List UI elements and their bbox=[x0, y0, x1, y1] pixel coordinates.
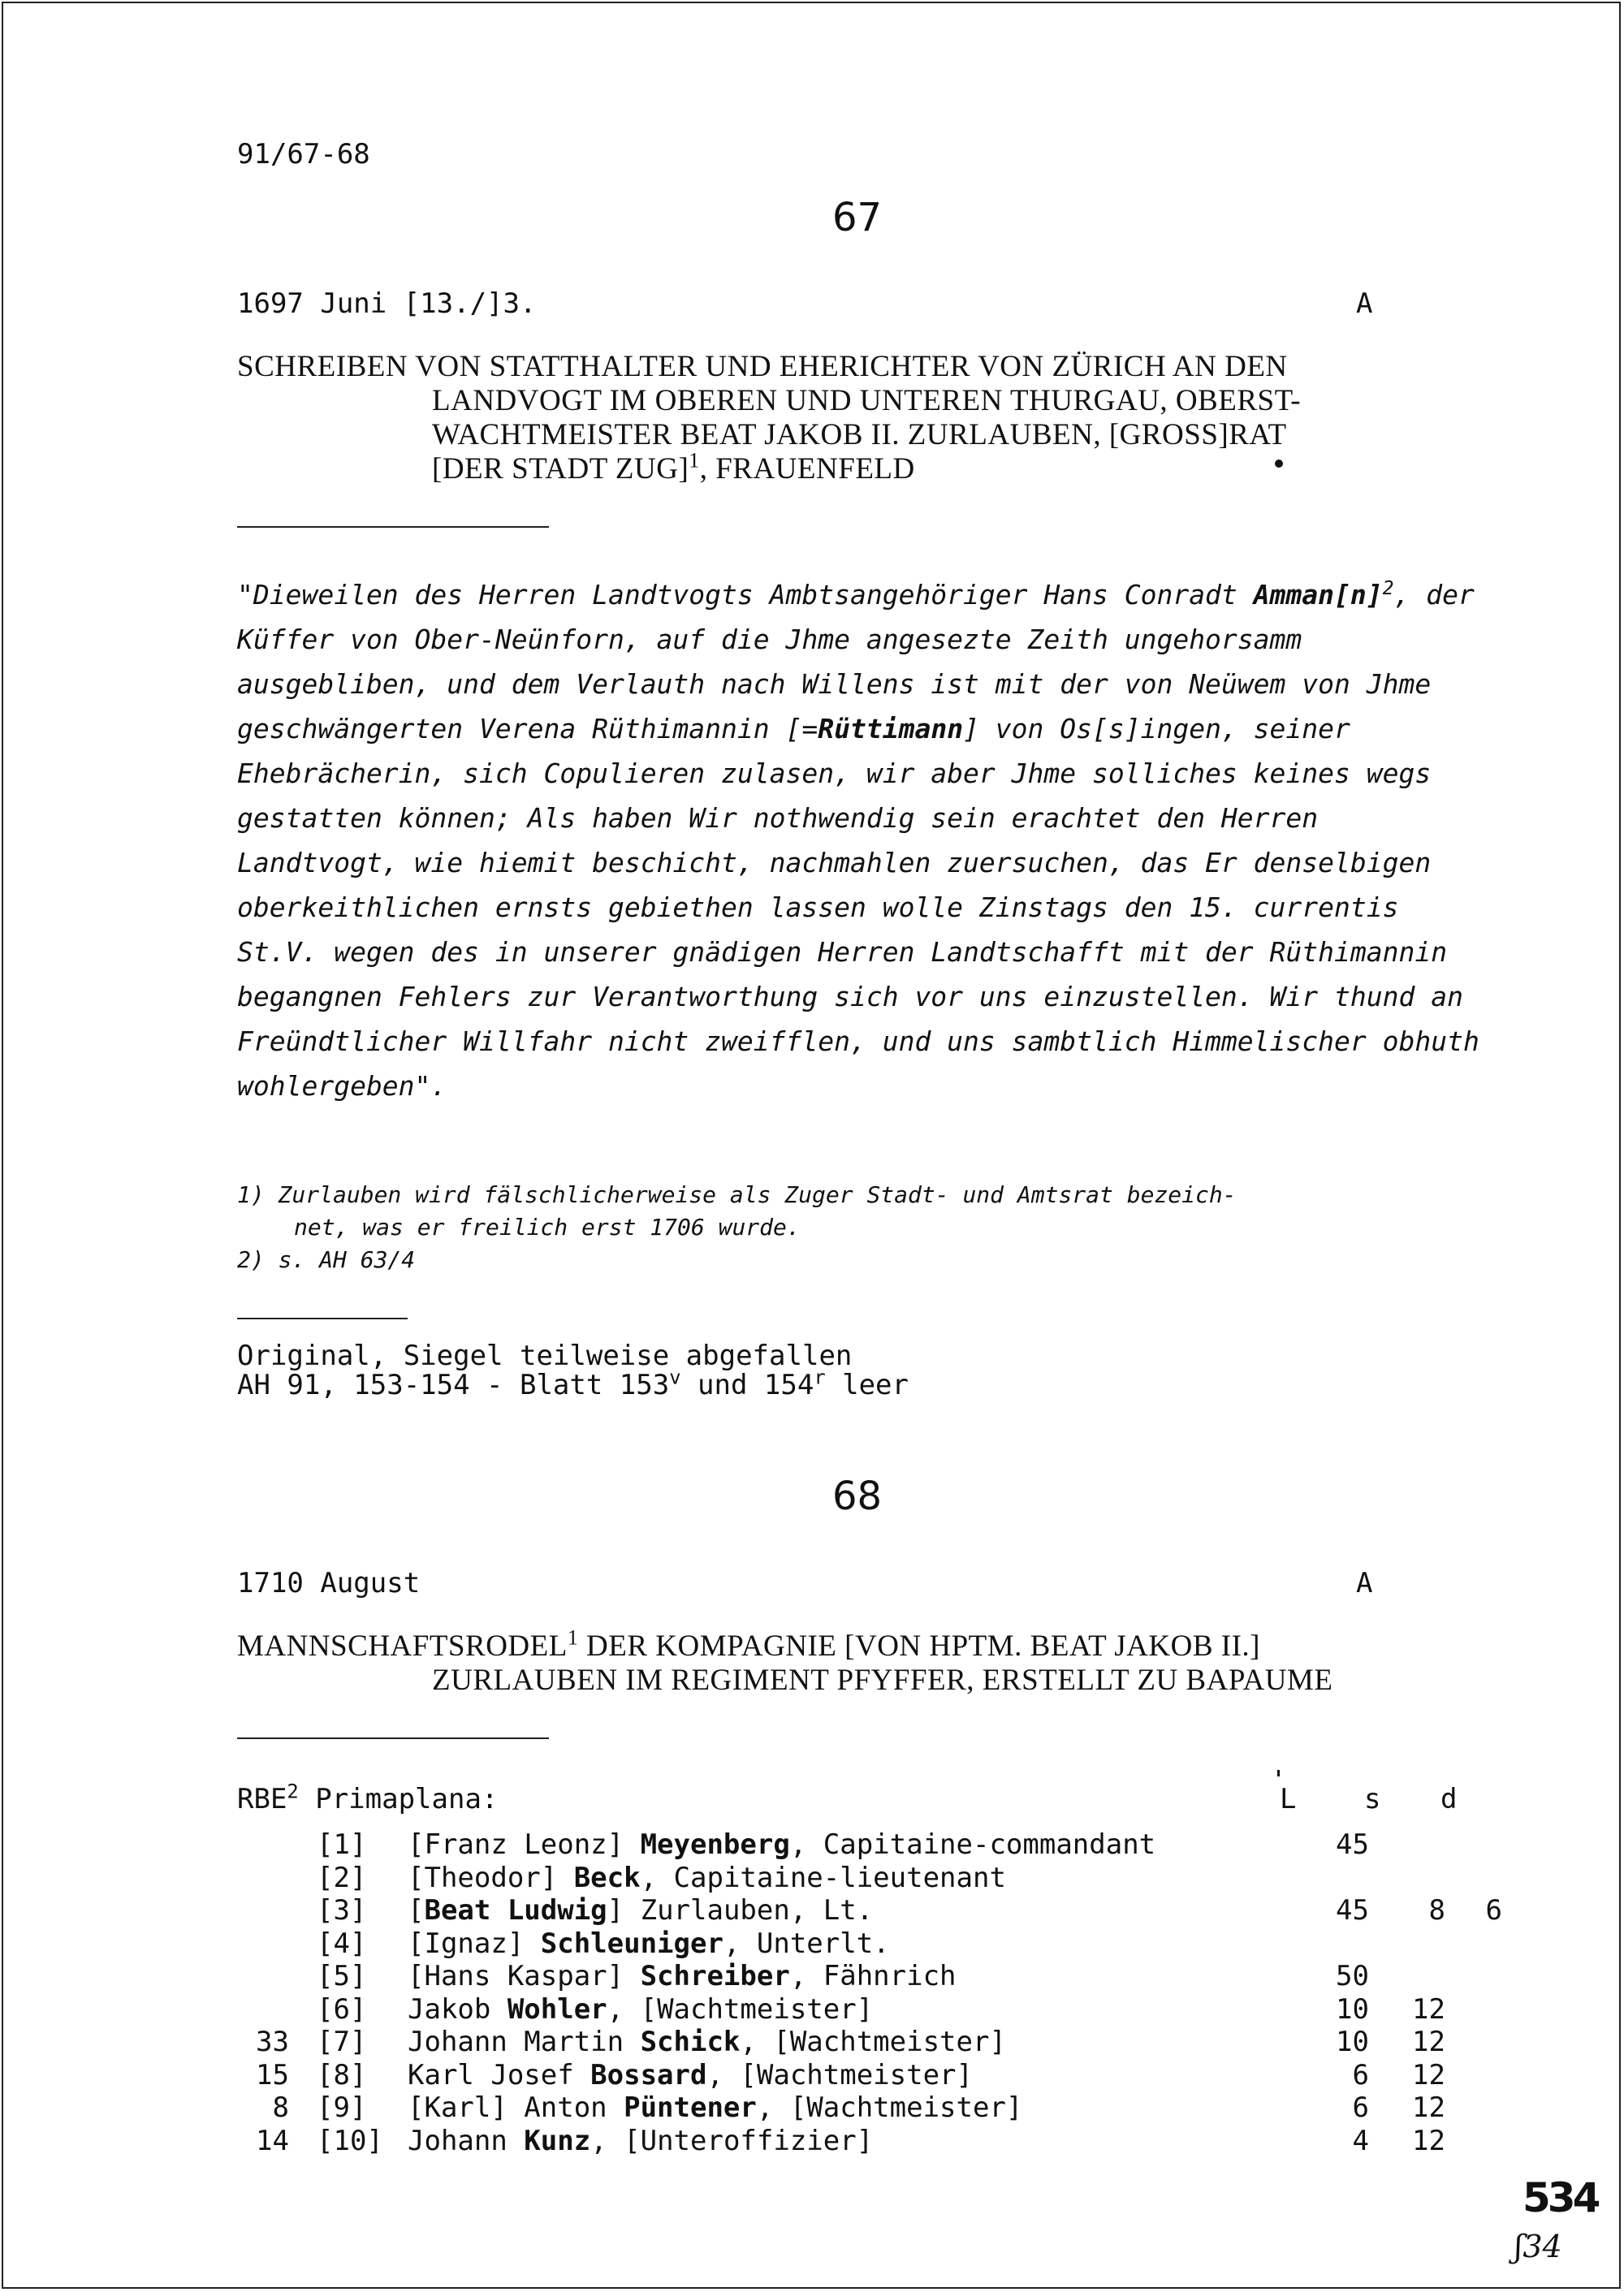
roster-row bbox=[235, 1927, 1502, 1960]
roster-value-L: 6 bbox=[1352, 2091, 1369, 2124]
roster-name-post: , [Wachtmeister] bbox=[756, 2091, 1023, 2124]
footnote-1-line-1: 1) Zurlauben wird fälschlicherweise als Zuger Stadt- und Amtsrat bezeich- bbox=[237, 1181, 1237, 1208]
roster-name bbox=[408, 2125, 873, 2157]
roster-name bbox=[408, 2026, 1006, 2058]
doc67-title-line-2: LANDVOGT IM OBEREN UND UNTEREN THURGAU, OBERST- bbox=[432, 384, 1302, 417]
roster-name-pre: [Theodor] bbox=[408, 1862, 574, 1894]
roster-name bbox=[408, 1862, 1006, 1894]
roster-name-post: , [Wachtmeister] bbox=[607, 1993, 874, 2026]
roster-code: 15 bbox=[256, 2059, 289, 2091]
roster-value-s: 8 bbox=[1428, 1894, 1445, 1927]
divider bbox=[237, 526, 549, 528]
doc-number-67: 67 bbox=[832, 195, 883, 240]
roster-value-s: 12 bbox=[1412, 2091, 1445, 2124]
roster-name-post: ] Zurlauben, Lt. bbox=[607, 1894, 874, 1927]
roster-name-bold: Meyenberg bbox=[640, 1828, 790, 1861]
roster-value-d: 6 bbox=[1485, 1894, 1502, 1927]
roster-name-post: , [Wachtmeister] bbox=[740, 2026, 1006, 2058]
roster-name-bold: Schick bbox=[640, 2026, 741, 2058]
roster-code: 8 bbox=[272, 2091, 289, 2124]
roster-value-L: 6 bbox=[1352, 2059, 1369, 2091]
roster-index: [1] bbox=[317, 1828, 367, 1861]
doc67-source-line-2: AH 91, 153-154 - Blatt 153$^v$ und 154$^r$ leer bbox=[237, 1366, 909, 1401]
roster-name-bold: Kunz bbox=[524, 2125, 591, 2157]
doc68-title-line-2: ZURLAUBEN IM REGIMENT PFYFFER, ERSTELLT ZU BAPAUME bbox=[432, 1664, 1333, 1697]
doc67-title-line-4: [DER STADT ZUG]$^1$, FRAUENFELD bbox=[432, 448, 915, 486]
roster-index: [4] bbox=[317, 1927, 367, 1960]
roster-name bbox=[408, 1927, 890, 1960]
roster-row bbox=[235, 2125, 1502, 2157]
roster-row bbox=[235, 2059, 1502, 2091]
roster-code: 33 bbox=[256, 2026, 289, 2058]
roster-index: [8] bbox=[317, 2059, 367, 2091]
column-header-L: L bbox=[1280, 1783, 1297, 1815]
ink-dot bbox=[1275, 460, 1283, 468]
roster-name-pre: Karl Josef bbox=[408, 2059, 591, 2091]
roster-name-post: , Capitaine-lieutenant bbox=[640, 1862, 1006, 1894]
roster-row bbox=[235, 1993, 1502, 2026]
roster-index: [7] bbox=[317, 2026, 367, 2058]
divider bbox=[237, 1737, 549, 1739]
doc-number-68: 68 bbox=[832, 1474, 883, 1519]
handwritten-page-number: ʃ34 bbox=[1514, 2229, 1562, 2264]
roster-value-L: 10 bbox=[1336, 1993, 1369, 2026]
roster-row bbox=[235, 1894, 1502, 1927]
roster-name-bold: Beck bbox=[573, 1862, 641, 1894]
doc67-category: A bbox=[1356, 287, 1373, 320]
roster-value-s: 12 bbox=[1412, 2026, 1445, 2058]
column-header-d: d bbox=[1440, 1783, 1458, 1815]
roster-name-bold: Schreiber bbox=[640, 1960, 790, 1992]
roster-value-L: 10 bbox=[1336, 2026, 1369, 2058]
archive-reference: 91/67-68 bbox=[237, 138, 370, 170]
roster-name-pre: [ bbox=[408, 1894, 425, 1927]
roster-row bbox=[235, 1960, 1502, 1992]
roster-name-pre: Johann Martin bbox=[408, 2026, 641, 2058]
column-header-s: s bbox=[1364, 1783, 1381, 1815]
roster-name bbox=[408, 1828, 1155, 1861]
roster-name-bold: Bossard bbox=[590, 2059, 707, 2091]
roster-value-L: 45 bbox=[1336, 1828, 1369, 1861]
divider bbox=[237, 1318, 408, 1319]
roster-name-post: , Fähnrich bbox=[789, 1960, 957, 1992]
roster-name-post: , [Wachtmeister] bbox=[706, 2059, 973, 2091]
page-stamp: 534 bbox=[1522, 2174, 1598, 2221]
roster-header: RBE$^2$ Primaplana: bbox=[237, 1780, 499, 1815]
roster-name-bold: Püntener bbox=[624, 2091, 757, 2124]
doc67-title-line-1: SCHREIBEN VON STATTHALTER UND EHERICHTER VON ZÜRICH AN DEN bbox=[237, 350, 1288, 383]
roster-index: [5] bbox=[317, 1960, 367, 1992]
roster-name-post: , [Unteroffizier] bbox=[590, 2125, 874, 2157]
roster-row bbox=[235, 1828, 1502, 1861]
roster-name-pre: [Ignaz] bbox=[408, 1927, 541, 1960]
doc67-date: 1697 Juni [13./]3. bbox=[237, 287, 537, 320]
doc67-quote: "Dieweilen des Herren Landtvogts Ambtsangehöriger Hans Conradt $Amman[n]^2$, der Küffer von Ober-Neünforn, auf die Jhme angesezte Zeith ungehorsamm ausgebliben, und dem Verlauth nach Willens ist mit der von Neüwem von Jhme geschwängerten Verena Rüthimannin [=Rüttimann] von Os[s]ingen, seiner Ehebrächerin, sich Copulieren zulasen, wir aber Jhme solliches keines wegs gestatten können; Als haben Wir nothwendig sein erachtet den Herren Landtvogt, wie hiemit beschicht, nachmahlen zuersuchen, das Er denselbigen oberkeithlichen ernsts gebiethen lassen wolle Zinstags den 15. currentis St.V. wegen des in unserer gnädigen Herren Landtschafft mit der Rüthimannin begangnen Fehlers zur Verantworthung sich vor uns einzustellen. Wir thund an Freündtlicher Willfahr nicht zweifflen, und uns sambtlich Himmelischer obhuth wohlergeben". bbox=[237, 578, 1479, 1102]
roster-name-bold: Schleuniger bbox=[540, 1927, 723, 1960]
roster-value-s: 12 bbox=[1412, 2059, 1445, 2091]
roster-name-bold: Wohler bbox=[507, 1993, 607, 2026]
doc68-date: 1710 August bbox=[237, 1567, 421, 1599]
roster-name-post: , Capitaine-commandant bbox=[789, 1828, 1156, 1861]
ink-mark bbox=[1277, 1770, 1280, 1776]
roster-index: [9] bbox=[317, 2091, 367, 2124]
roster-index: [2] bbox=[317, 1862, 367, 1894]
doc67-source-line-1: Original, Siegel teilweise abgefallen bbox=[237, 1340, 853, 1372]
roster-row bbox=[235, 1862, 1502, 1894]
roster-name bbox=[408, 1960, 957, 1992]
roster-value-L: 4 bbox=[1352, 2125, 1369, 2157]
roster-value-L: 45 bbox=[1336, 1894, 1369, 1927]
roster-name-bold: Beat Ludwig bbox=[424, 1894, 607, 1927]
footnote-2: 2) s. AH 63/4 bbox=[237, 1246, 416, 1273]
roster-index: [10] bbox=[317, 2125, 383, 2157]
roster-row bbox=[235, 2026, 1502, 2058]
footnote-1-line-2: net, was er freilich erst 1706 wurde. bbox=[294, 1214, 801, 1241]
roster-code: 14 bbox=[256, 2125, 289, 2157]
roster-name bbox=[408, 1894, 873, 1927]
roster-name-pre: [Hans Kaspar] bbox=[408, 1960, 641, 1992]
roster-index: [3] bbox=[317, 1894, 367, 1927]
roster-name-pre: Jakob bbox=[408, 1993, 508, 2026]
roster-value-s: 12 bbox=[1412, 1993, 1445, 2026]
roster-name bbox=[408, 2091, 1022, 2124]
doc68-title-line-1: MANNSCHAFTSRODEL$^1$ DER KOMPAGNIE [VON HPTM. BEAT JAKOB II.] bbox=[237, 1625, 1260, 1663]
roster-value-L: 50 bbox=[1336, 1960, 1369, 1992]
roster-name-pre: [Franz Leonz] bbox=[408, 1828, 641, 1861]
roster-value-s: 12 bbox=[1412, 2125, 1445, 2157]
roster-index: [6] bbox=[317, 1993, 367, 2026]
roster-name bbox=[408, 1993, 873, 2026]
doc68-category: A bbox=[1356, 1567, 1373, 1599]
roster-name-pre: Johann bbox=[408, 2125, 525, 2157]
roster-name-post: , Unterlt. bbox=[723, 1927, 890, 1960]
roster-row bbox=[235, 2091, 1502, 2124]
doc67-title-line-3: WACHTMEISTER BEAT JAKOB II. ZURLAUBEN, [GROSS]RAT bbox=[432, 418, 1287, 451]
roster-name-pre: [Karl] Anton bbox=[408, 2091, 624, 2124]
roster-name bbox=[408, 2059, 973, 2091]
